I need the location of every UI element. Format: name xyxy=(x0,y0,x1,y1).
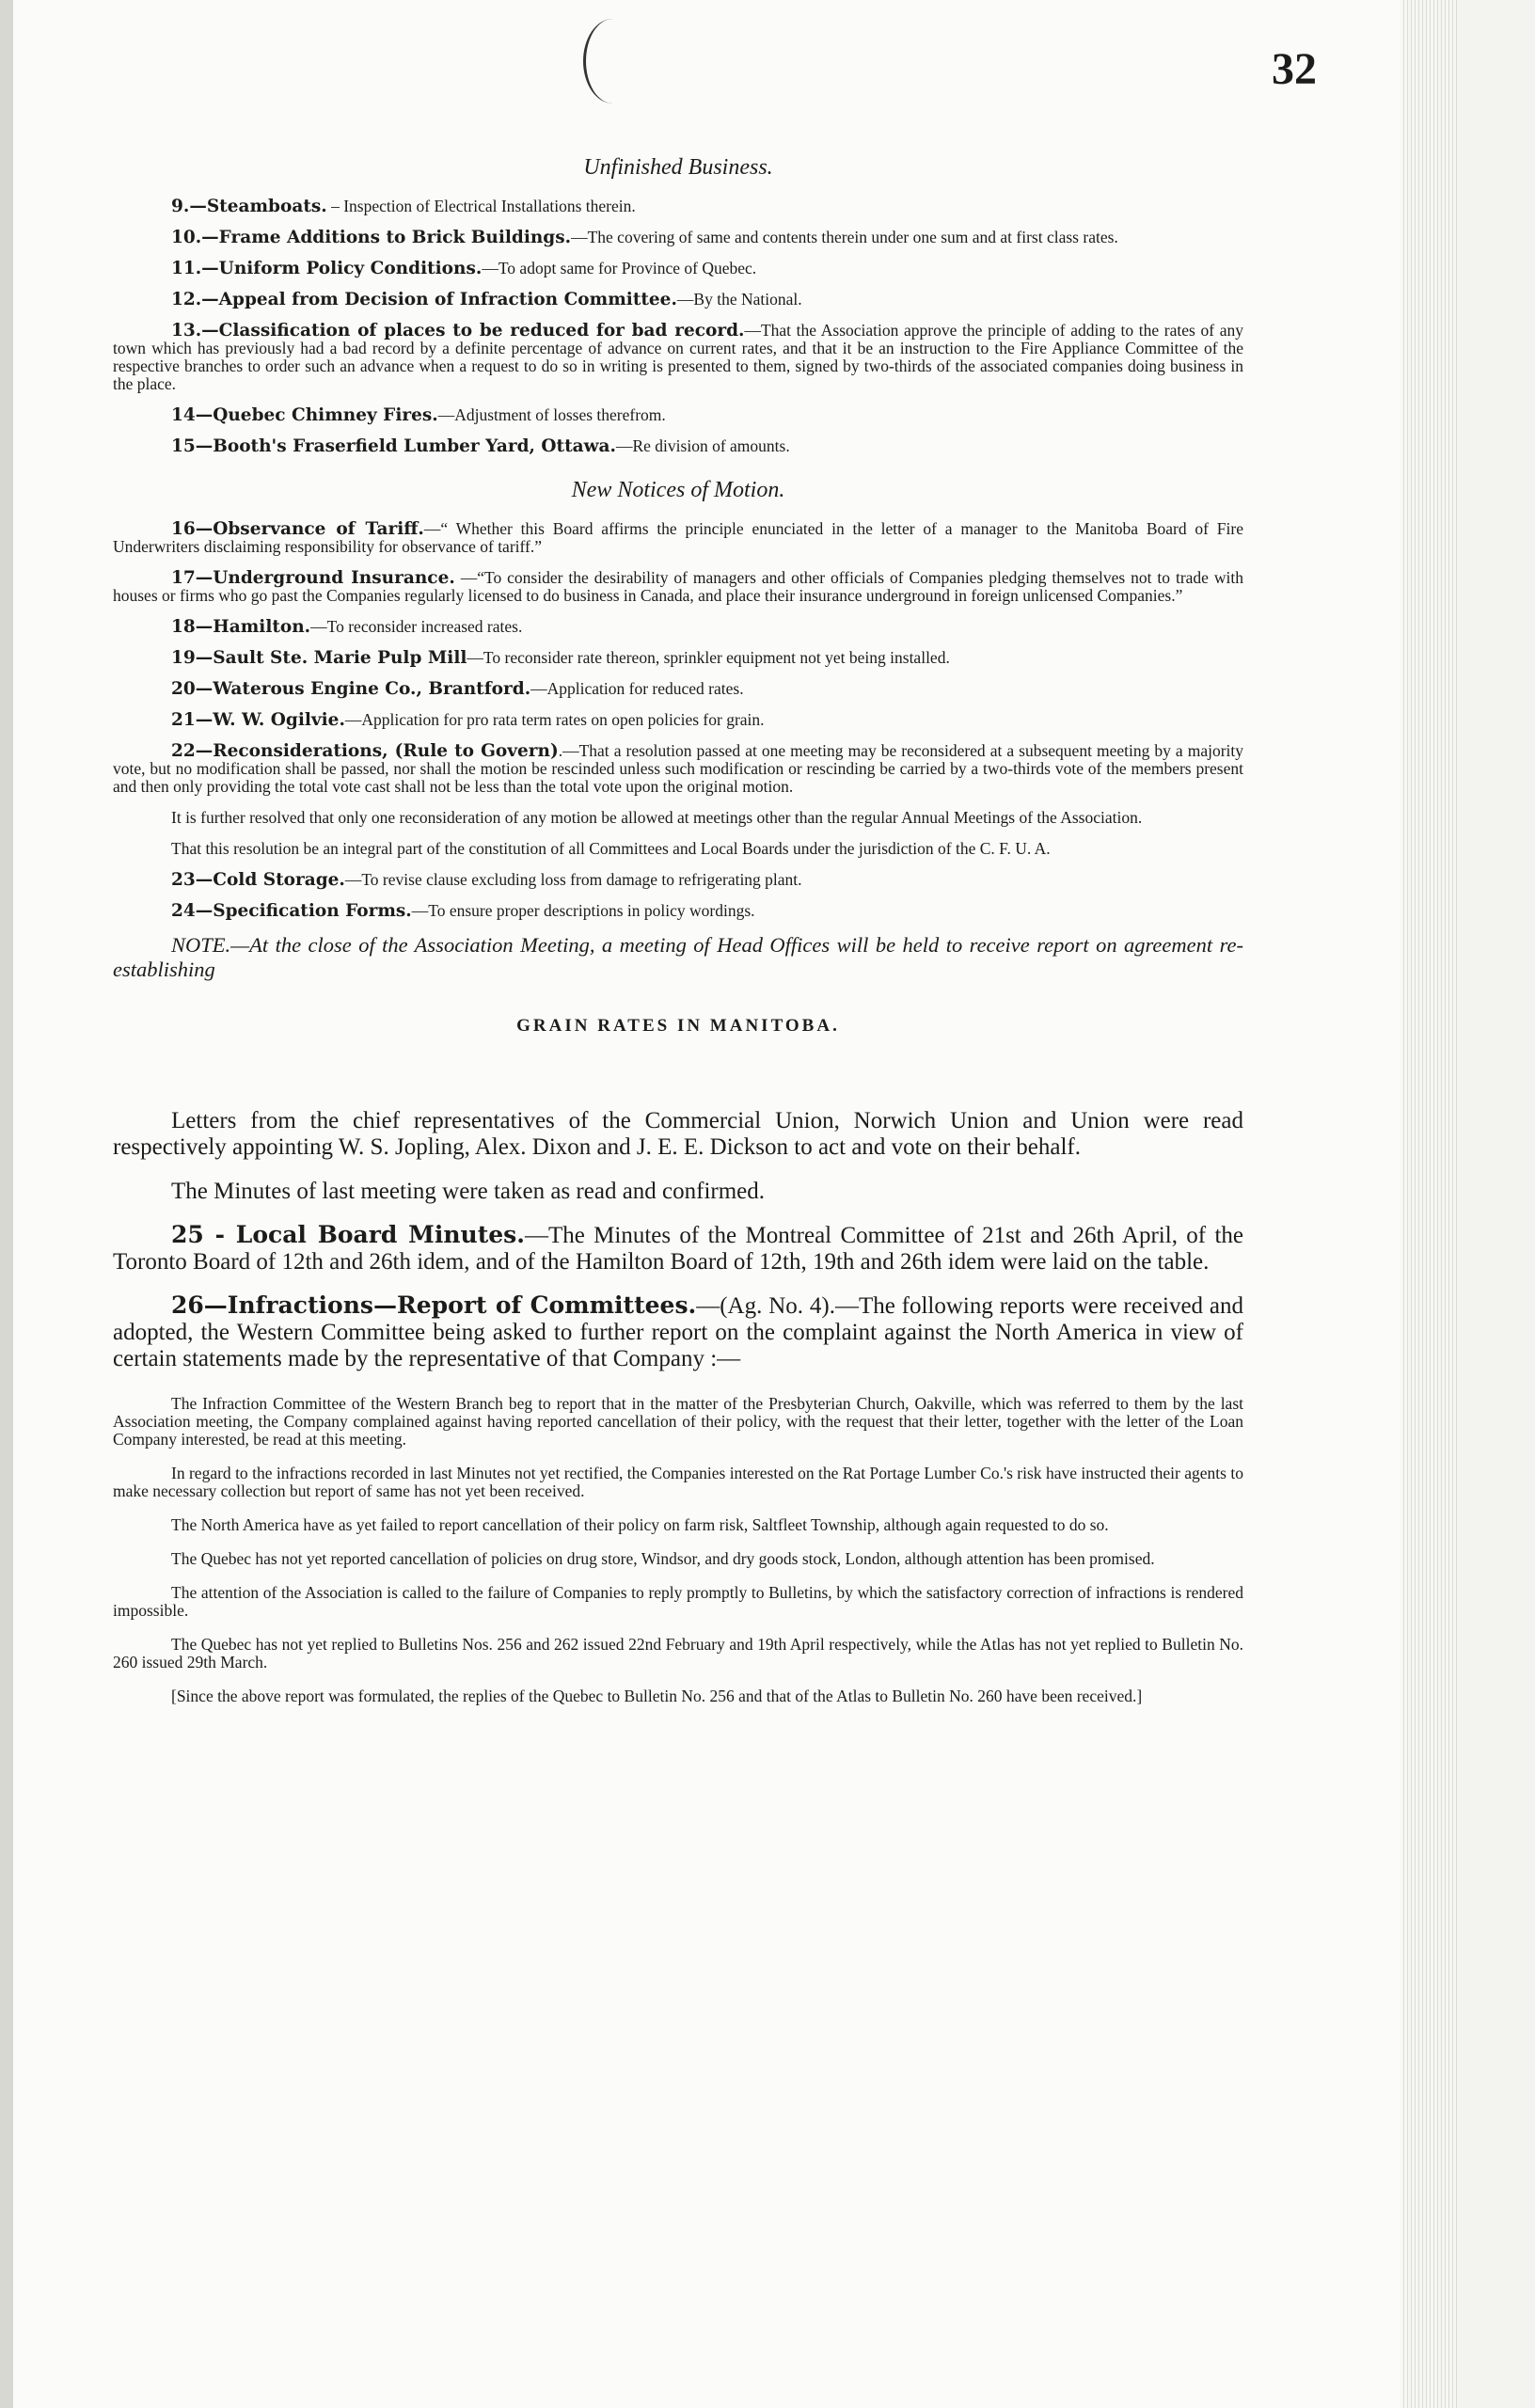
minutes-paragraph xyxy=(113,1222,1243,1275)
notice-item xyxy=(113,840,1243,858)
notice-label: 19—Sault Ste. Marie Pulp Mill xyxy=(171,648,467,668)
report-paragraph: [Since the above report was formulated, the replies of the Quebec to Bulletin No. 256 and that of the Atlas to Bulletin No. 260 have been received.] xyxy=(171,1687,1143,1705)
item-label: 14—Quebec Chimney Fires. xyxy=(171,405,438,425)
report-paragraph: In regard to the infractions recorded in last Minutes not yet rectified, the Companies interested on the Rat Portage Lumber Co.'s risk have instructed their agents to make necessary collection but report of same has not yet been received. xyxy=(113,1464,1243,1500)
item-text: —By the National. xyxy=(676,290,802,309)
item-label: 11.—Uniform Policy Conditions. xyxy=(171,259,483,278)
agenda-item xyxy=(113,198,1243,215)
minutes-label: 25 - Local Board Minutes. xyxy=(171,1221,525,1248)
agenda-item xyxy=(113,229,1243,246)
minutes-body xyxy=(113,1107,1243,1372)
notice-label: 24—Specification Forms. xyxy=(171,901,412,921)
notice-label: 20—Waterous Engine Co., Brantford. xyxy=(171,679,531,699)
item-text: —That the Association approve the principle of adding to the rates of any town which has previously had a bad record by a definite percentage of advance on current rates, and that it be an instruction to the Fire Appliance Committee of the respective branches to order such an advance when a request to do so in writing is presented to them, signed by two-thirds of the associated companies doing business in the place. xyxy=(113,321,1243,393)
item-text: —Adjustment of losses therefrom. xyxy=(437,405,666,424)
heading-unfinished-business: Unfinished Business. xyxy=(583,155,773,180)
report-paragraph: The North America have as yet failed to report cancellation of their policy on farm risk, Saltfleet Township, although again requested to do so. xyxy=(171,1515,1109,1534)
notice-item xyxy=(113,711,1243,729)
page-number: 32 xyxy=(1272,44,1317,94)
report-paragraph: The Quebec has not yet reported cancellation of policies on drug store, Windsor, and dry goods stock, London, although attention has been promised. xyxy=(171,1549,1155,1568)
notice-text: —To reconsider rate thereon, sprinkler equipment not yet being installed. xyxy=(467,648,950,667)
item-label: 13.—Classification of places to be reduced for bad record. xyxy=(171,321,745,341)
notice-label: 17—Underground Insurance. xyxy=(171,568,455,588)
item-label: 15—Booth's Fraserfield Lumber Yard, Ottawa. xyxy=(171,436,616,456)
notice-text: —To ensure proper descriptions in policy wordings. xyxy=(411,901,755,920)
minutes-paragraph xyxy=(113,1178,1243,1205)
page-content xyxy=(113,146,1243,1721)
notice-item xyxy=(113,902,1243,920)
notice-label: 16—Observance of Tariff. xyxy=(171,519,424,539)
minutes-text: —(Ag. No. 4).—The following reports were received and adopted, the Western Committee being asked to further report on the complaint against the North America in view of certain statements made by the representative of that Company :— xyxy=(113,1293,1244,1371)
notice-item xyxy=(113,569,1243,605)
notice-label: 18—Hamilton. xyxy=(171,617,311,637)
unfinished-items xyxy=(113,198,1243,455)
notice-text: —To reconsider increased rates. xyxy=(310,617,523,636)
notice-text: —“To consider the desirability of managers and other officials of Companies pledging themselves not to trade with houses or firms who go past the Companies regularly licensed to do business in Canada, and place their insurance underground in foreign unlicensed Companies.” xyxy=(113,568,1243,605)
notice-label: 23—Cold Storage. xyxy=(171,870,345,890)
item-text: —Re division of amounts. xyxy=(615,436,790,455)
agenda-item xyxy=(113,260,1243,277)
item-label: 12.—Appeal from Decision of Infraction Committee. xyxy=(171,290,677,309)
pencil-mark xyxy=(583,19,642,103)
minutes-text: Letters from the chief representatives of the Commercial Union, Norwich Union and Union were read respectively appointing W. S. Jopling, Alex. Dixon and J. E. E. Dickson to act and vote on their behalf. xyxy=(113,1108,1243,1160)
agenda-item xyxy=(113,406,1243,424)
notice-item xyxy=(113,742,1243,796)
notice-item xyxy=(113,871,1243,889)
agenda-item xyxy=(113,437,1243,455)
notice-text: .—That a resolution passed at one meeting may be reconsidered at a subsequent meeting by a majority vote, but no modification shall be passed, nor shall the motion be rescinded unless such modification or rescinding be carried by a two-thirds vote of the members present and then only providing the total vote cast shall not be less than the total vote upon the original motion. xyxy=(113,741,1243,796)
notice-text: —Application for pro rata term rates on open policies for grain. xyxy=(344,710,765,729)
agenda-item xyxy=(113,291,1243,309)
new-notices xyxy=(113,520,1243,920)
notice-text: It is further resolved that only one reconsideration of any motion be allowed at meetings other than the regular Annual Meetings of the Association. xyxy=(171,808,1143,827)
notice-text: —Application for reduced rates. xyxy=(530,679,744,698)
heading-grain-rates: GRAIN RATES IN MANITOBA. xyxy=(516,1016,840,1036)
agenda-item xyxy=(113,322,1243,393)
minutes-paragraph xyxy=(113,1107,1243,1161)
book-gutter xyxy=(0,0,13,2408)
notice-text: That this resolution be an integral part of the constitution of all Committees and Local Boards under the jurisdiction of the C. F. U. A. xyxy=(171,839,1051,858)
minutes-text: —The Minutes of the Montreal Committee of 21st and 26th April, of the Toronto Board of 12th and 26th idem, and of the Hamilton Board of 12th, 19th and 26th idem were laid on the table. xyxy=(113,1223,1244,1275)
notice-item xyxy=(113,520,1243,556)
notice-text: —“ Whether this Board affirms the principle enunciated in the letter of a manager to the Manitoba Board of Fire Underwriters disclaiming responsibility for observance of tariff.” xyxy=(113,519,1243,556)
notice-item xyxy=(113,809,1243,827)
item-label: 9.—Steamboats. xyxy=(171,197,327,216)
page-edges xyxy=(1400,0,1457,2408)
notice-item xyxy=(113,649,1243,667)
report-paragraph: The Quebec has not yet replied to Bulletins Nos. 256 and 262 issued 22nd February and 19th April respectively, while the Atlas has not yet replied to Bulletin No. 260 issued 29th March. xyxy=(113,1635,1243,1671)
page-edges-outer xyxy=(1457,0,1535,2408)
note-paragraph: NOTE.—At the close of the Association Meeting, a meeting of Head Offices will be held to receive report on agreement re-establishing xyxy=(113,933,1243,981)
notice-text: —To revise clause excluding loss from damage to refrigerating plant. xyxy=(344,870,802,889)
report-paragraph: The attention of the Association is called to the failure of Companies to reply promptly to Bulletins, by which the satisfactory correction of infractions is rendered impossible. xyxy=(113,1583,1243,1620)
item-text: —The covering of same and contents therein under one sum and at first class rates. xyxy=(571,228,1118,246)
report-paragraph: The Infraction Committee of the Western Branch beg to report that in the matter of the Presbyterian Church, Oakville, which was referred to them by the last Association meeting, the Company complained against having reported cancellation of their policy, with the request that their letter, together with the letter of the Loan Company interested, be read at this meeting. xyxy=(113,1394,1243,1449)
item-label: 10.—Frame Additions to Brick Buildings. xyxy=(171,228,572,247)
heading-new-notices: New Notices of Motion. xyxy=(571,478,785,502)
notice-label: 21—W. W. Ogilvie. xyxy=(171,710,345,730)
item-text: – Inspection of Electrical Installations therein. xyxy=(326,197,636,215)
minutes-paragraph xyxy=(113,1292,1243,1372)
item-text: —To adopt same for Province of Quebec. xyxy=(482,259,757,277)
notice-item xyxy=(113,618,1243,636)
committee-report xyxy=(113,1395,1243,1705)
notice-label: 22—Reconsiderations, (Rule to Govern) xyxy=(171,741,559,761)
minutes-label: 26—Infractions—Report of Committees. xyxy=(171,1291,697,1319)
minutes-text: The Minutes of last meeting were taken as read and confirmed. xyxy=(171,1179,766,1204)
notice-item xyxy=(113,680,1243,698)
